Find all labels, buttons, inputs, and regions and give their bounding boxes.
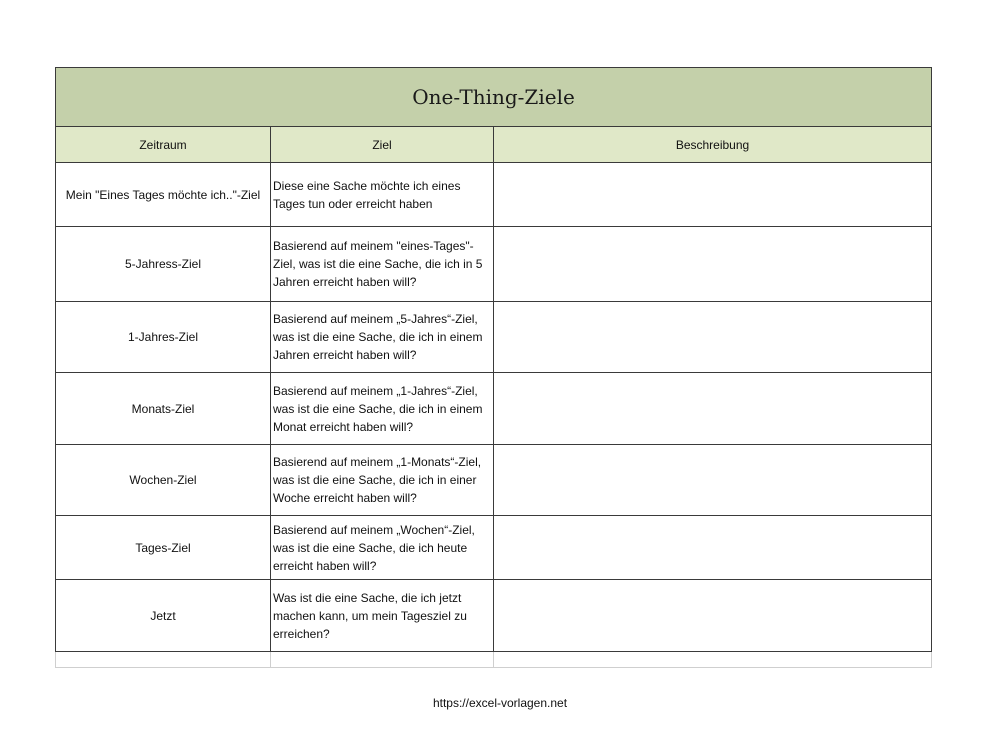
sheet-title: One-Thing-Ziele — [56, 68, 932, 127]
period-cell[interactable]: Tages-Ziel — [56, 516, 271, 580]
header-row — [56, 127, 932, 163]
table-row — [56, 516, 932, 580]
footer-url: https://excel-vorlagen.net — [432, 696, 568, 710]
column-header-ziel: Ziel — [271, 127, 494, 163]
empty-cell[interactable] — [56, 652, 271, 668]
table-row — [56, 163, 932, 227]
description-cell[interactable] — [494, 227, 932, 302]
period-cell[interactable]: 1-Jahres-Ziel — [56, 302, 271, 373]
column-header-zeitraum: Zeitraum — [56, 127, 271, 163]
table-row — [56, 302, 932, 373]
period-cell[interactable]: Mein "Eines Tages möchte ich.."-Ziel — [56, 163, 271, 227]
column-header-beschreibung: Beschreibung — [494, 127, 932, 163]
table-row — [56, 580, 932, 652]
goal-cell[interactable]: Diese eine Sache möchte ich eines Tages tun oder erreicht haben — [271, 163, 494, 227]
title-row — [56, 68, 932, 127]
goal-cell[interactable]: Basierend auf meinem „5-Jahres“-Ziel, was ist die eine Sache, die ich in einem Jahren erreicht haben will? — [271, 302, 494, 373]
table-row — [56, 227, 932, 302]
goal-cell[interactable]: Was ist die eine Sache, die ich jetzt machen kann, um mein Tagesziel zu erreichen? — [271, 580, 494, 652]
description-cell[interactable] — [494, 163, 932, 227]
period-cell[interactable]: Wochen-Ziel — [56, 445, 271, 516]
table-row — [56, 445, 932, 516]
empty-row — [56, 652, 932, 668]
description-cell[interactable] — [494, 445, 932, 516]
goal-cell[interactable]: Basierend auf meinem „1-Monats“-Ziel, was ist die eine Sache, die ich in einer Woche erreicht haben will? — [271, 445, 494, 516]
table-row — [56, 373, 932, 445]
goal-cell[interactable]: Basierend auf meinem „1-Jahres“-Ziel, was ist die eine Sache, die ich in einem Monat erreicht haben will? — [271, 373, 494, 445]
period-cell[interactable]: Jetzt — [56, 580, 271, 652]
description-cell[interactable] — [494, 516, 932, 580]
description-cell[interactable] — [494, 580, 932, 652]
period-cell[interactable]: Monats-Ziel — [56, 373, 271, 445]
description-cell[interactable] — [494, 373, 932, 445]
empty-cell[interactable] — [494, 652, 932, 668]
goal-cell[interactable]: Basierend auf meinem „Wochen“-Ziel, was ist die eine Sache, die ich heute erreicht haben will? — [271, 516, 494, 580]
empty-cell[interactable] — [271, 652, 494, 668]
goal-cell[interactable]: Basierend auf meinem "eines-Tages"-Ziel, was ist die eine Sache, die ich in 5 Jahren erreicht haben will? — [271, 227, 494, 302]
goals-table — [55, 67, 932, 668]
description-cell[interactable] — [494, 302, 932, 373]
period-cell[interactable]: 5-Jahress-Ziel — [56, 227, 271, 302]
